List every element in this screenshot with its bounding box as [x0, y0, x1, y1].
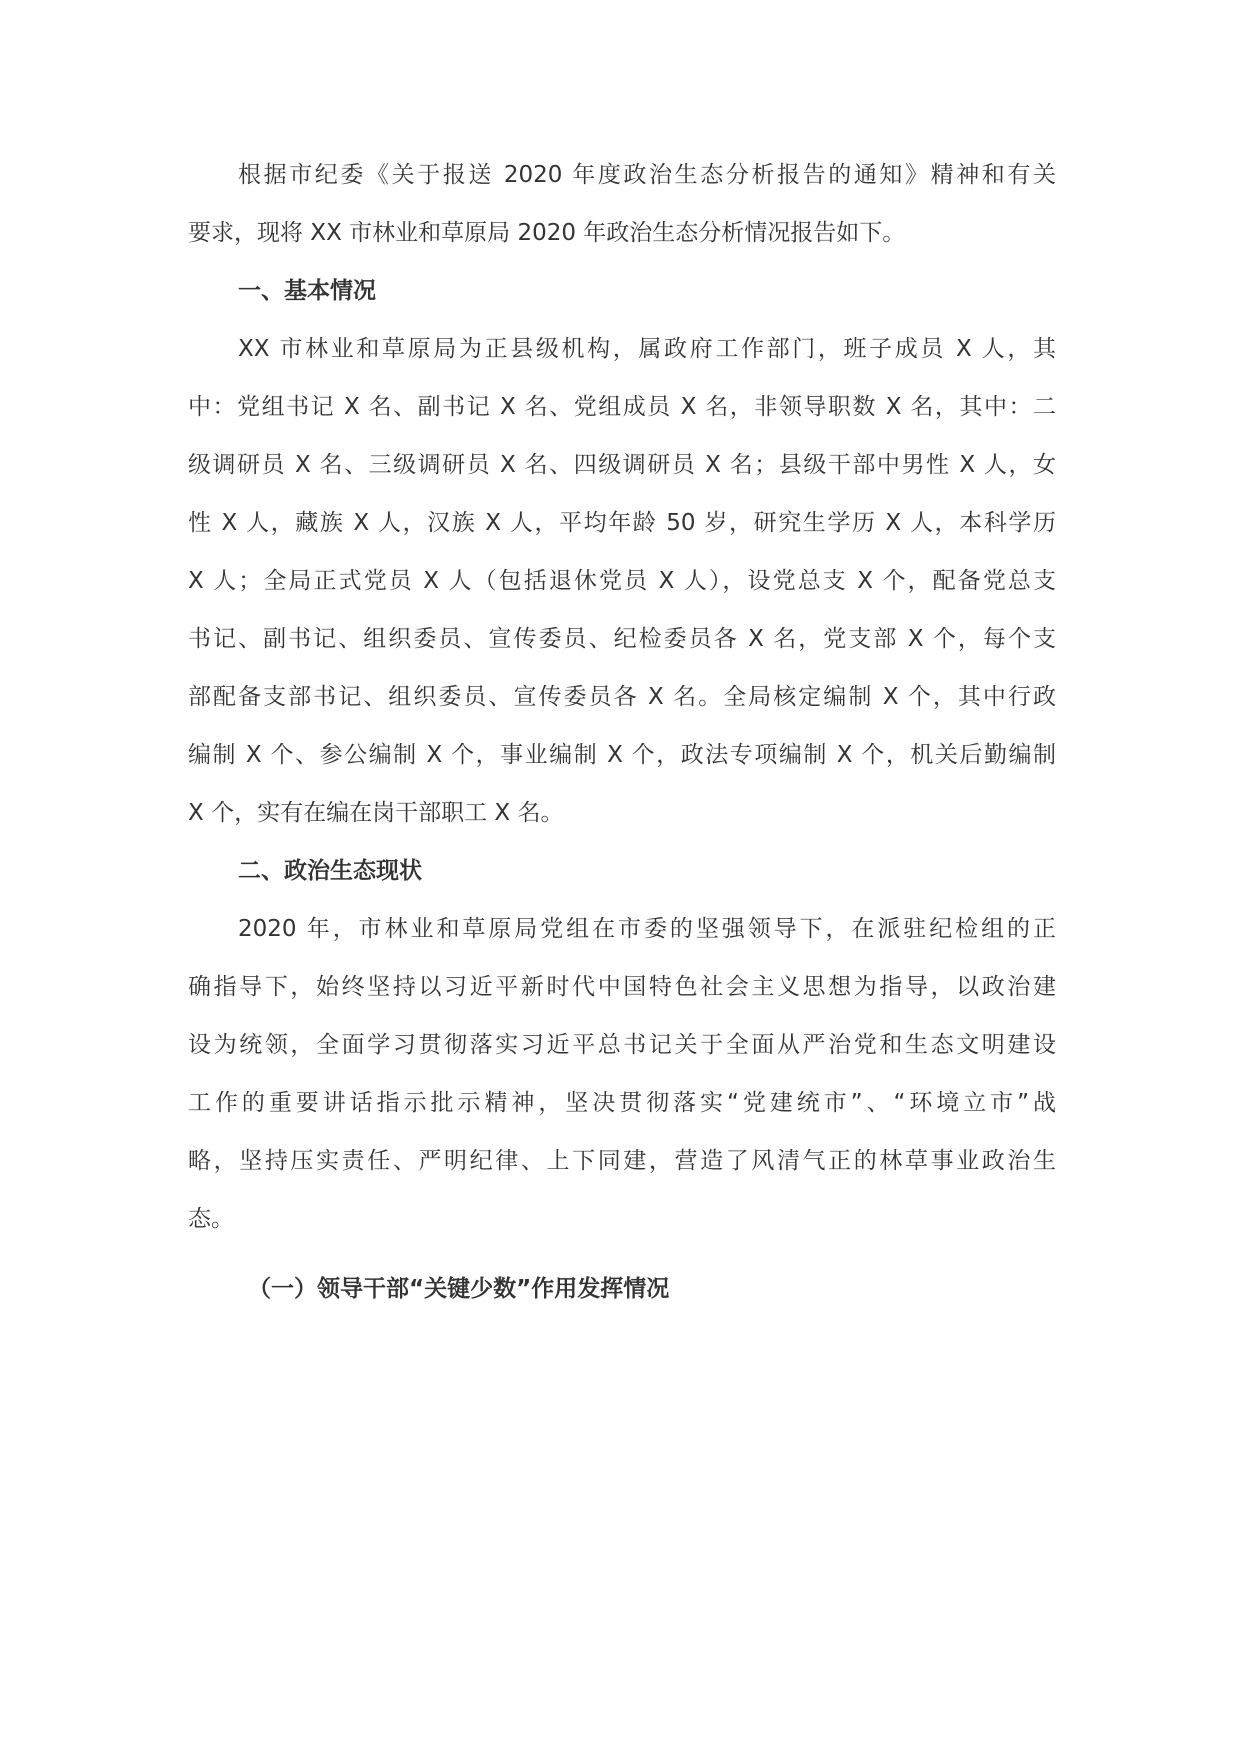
- section1-line-5: X 人；全局正式党员 X 人（包括退休党员 X 人），设党总支 X 个，配备党总支: [188, 568, 1056, 594]
- section2-line-6: 态。: [188, 1206, 234, 1232]
- section2-line-3: 设为统领，全面学习贯彻落实习近平总书记关于全面从严治党和生态文明建设: [188, 1032, 1056, 1058]
- subheading-key-minority: （一）领导干部“关键少数”作用发挥情况: [248, 1276, 670, 1302]
- section2-line-5: 略，坚持压实责任、严明纪律、上下同建，营造了风清气正的林草事业政治生: [188, 1148, 1056, 1174]
- section2-line-4: 工作的重要讲话指示批示精神，坚决贯彻落实“党建统市”、“环境立市”战: [188, 1090, 1056, 1116]
- section-heading-political-ecology: 二、政治生态现状: [238, 858, 422, 884]
- section-heading-basic-info: 一、基本情况: [238, 278, 376, 304]
- section1-line-7: 部配备支部书记、组织委员、宣传委员各 X 名。全局核定编制 X 个，其中行政: [188, 684, 1056, 710]
- section1-line-4: 性 X 人，藏族 X 人，汉族 X 人，平均年龄 50 岁，研究生学历 X 人，本科学历: [188, 510, 1056, 536]
- section2-line-1: 2020 年，市林业和草原局党组在市委的坚强领导下，在派驻纪检组的正: [238, 916, 1056, 942]
- section1-line-3: 级调研员 X 名、三级调研员 X 名、四级调研员 X 名；县级干部中男性 X 人，女: [188, 452, 1056, 478]
- section1-line-1: XX 市林业和草原局为正县级机构，属政府工作部门，班子成员 X 人，其: [238, 336, 1056, 362]
- section1-line-6: 书记、副书记、组织委员、宣传委员、纪检委员各 X 名，党支部 X 个，每个支: [188, 626, 1056, 652]
- section2-line-2: 确指导下，始终坚持以习近平新时代中国特色社会主义思想为指导，以政治建: [188, 974, 1056, 1000]
- intro-line-2: 要求，现将 XX 市林业和草原局 2020 年政治生态分析情况报告如下。: [188, 220, 906, 246]
- section1-line-2: 中：党组书记 X 名、副书记 X 名、党组成员 X 名，非领导职数 X 名，其中：二: [188, 394, 1056, 420]
- intro-line-1: 根据市纪委《关于报送 2020 年度政治生态分析报告的通知》精神和有关: [238, 162, 1056, 188]
- section1-line-8: 编制 X 个、参公编制 X 个，事业编制 X 个，政法专项编制 X 个，机关后勤编制: [188, 742, 1056, 768]
- section1-line-9: X 个，实有在编在岗干部职工 X 名。: [188, 800, 564, 826]
